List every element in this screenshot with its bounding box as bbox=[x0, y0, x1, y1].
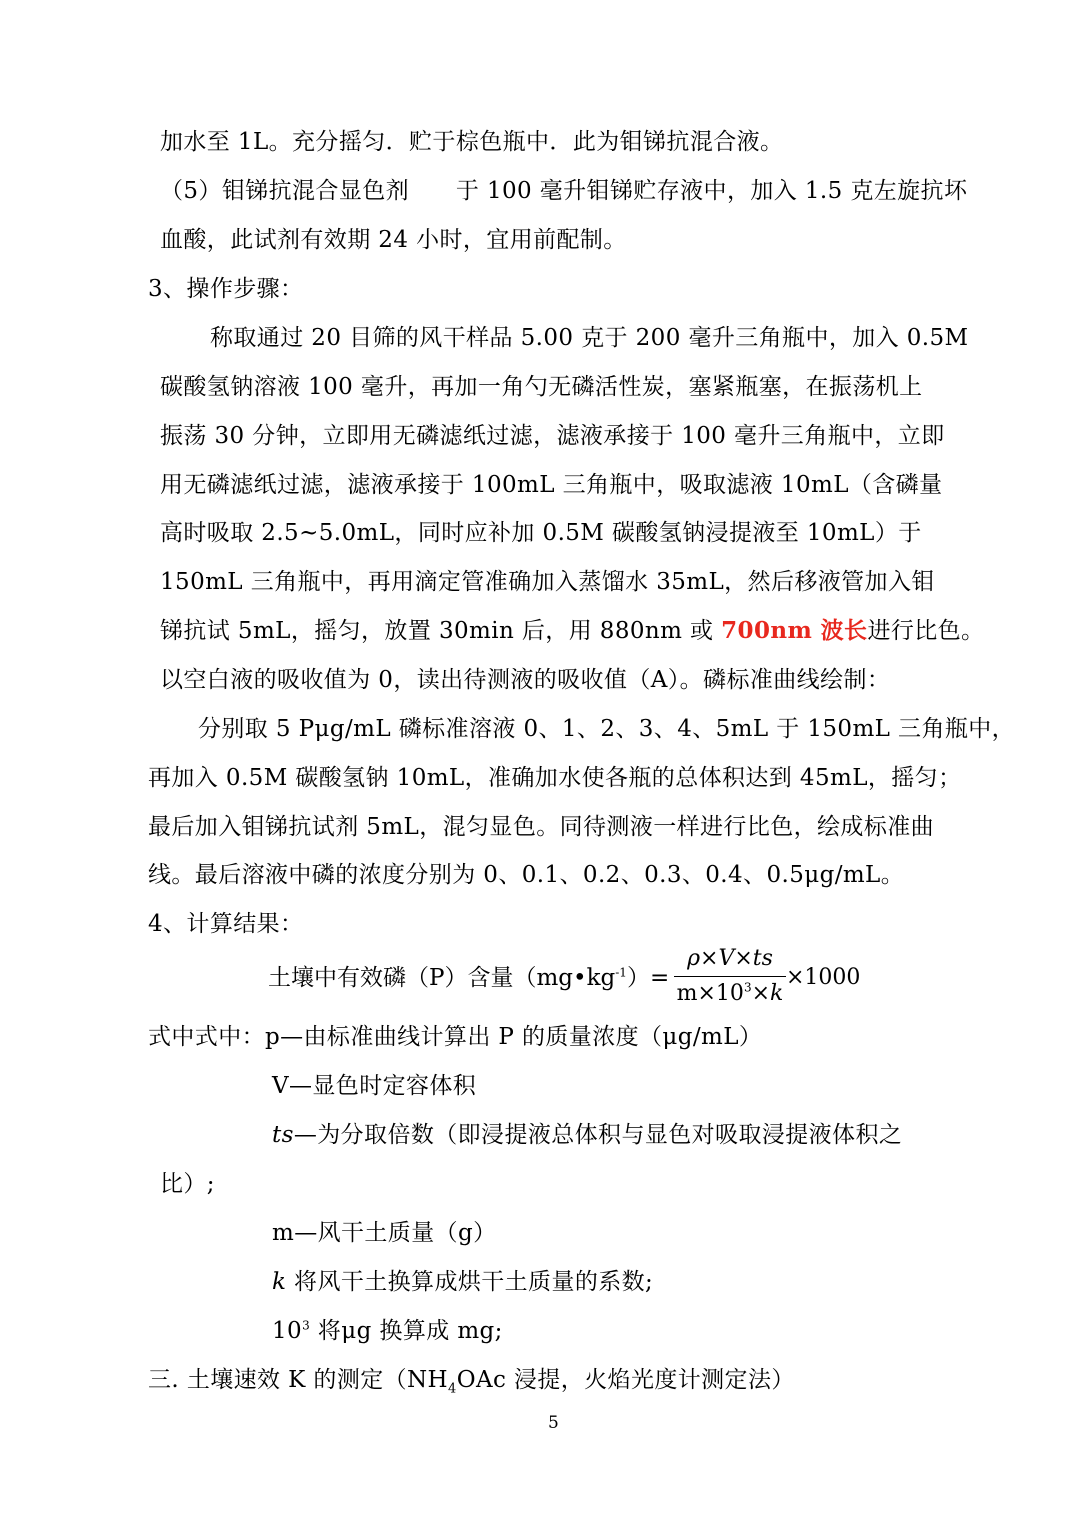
formula-denominator-sup: 3 bbox=[743, 980, 752, 995]
page-number: 5 bbox=[548, 1413, 559, 1433]
text-line-5: 称取通过 20 目筛的风干样品 5.00 克于 200 毫升三角瓶中，加入 0.5M bbox=[210, 325, 969, 351]
text-line-9: 高时吸取 2.5~5.0mL，同时应补加 0.5M 碳酸氢钠浸提液至 10mL）于 bbox=[160, 520, 922, 546]
formula-denominator-a: m×10 bbox=[676, 981, 744, 1006]
text-line-6: 碳酸氢钠溶液 100 毫升，再加一角勺无磷活性炭，塞紧瓶塞，在振荡机上 bbox=[160, 374, 923, 400]
definition-ten-rest: 将μg 换算成 mg; bbox=[310, 1318, 503, 1344]
definition-ten-base: 10 bbox=[272, 1318, 303, 1344]
definition-k-var: k bbox=[272, 1269, 287, 1295]
formula-multiplier: ×1000 bbox=[786, 965, 861, 990]
text-line-7: 振荡 30 分钟，立即用无磷滤纸过滤，滤液承接于 100 毫升三角瓶中，立即 bbox=[160, 423, 945, 449]
text-line-15: 最后加入钼锑抗试剂 5mL，混匀显色。同待测液一样进行比色，绘成标准曲 bbox=[148, 814, 935, 840]
text-line-8: 用无磷滤纸过滤，滤液承接于 100mL 三角瓶中，吸取滤液 10mL（含磷量 bbox=[160, 472, 943, 498]
text-line-14: 再加入 0.5M 碳酸氢钠 10mL，准确加水使各瓶的总体积达到 45mL，摇匀； bbox=[148, 765, 962, 791]
section-heading-calculation: 4、计算结果： bbox=[148, 911, 304, 937]
section3-b: OAc 浸提，火焰光度计测定法） bbox=[456, 1367, 795, 1393]
text-line-13: 分别取 5 Pμg/mL 磷标准溶液 0、1、2、3、4、5mL 于 150mL 三角瓶中， bbox=[198, 716, 1016, 742]
formula-denominator bbox=[674, 979, 786, 1009]
section-heading-procedure: 3、操作步骤： bbox=[148, 276, 304, 302]
section3-sub: 4 bbox=[448, 1381, 457, 1397]
text-line-3: 血酸，此试剂有效期 24 小时，宜用前配制。 bbox=[160, 227, 627, 253]
formula-fraction bbox=[674, 944, 786, 1009]
text-line-1: 加水至 1L。充分摇匀．贮于棕色瓶中．此为钼锑抗混合液。 bbox=[160, 129, 784, 155]
definition-v: V—显色时定容体积 bbox=[272, 1073, 477, 1099]
definition-ts-var: ts bbox=[272, 1122, 294, 1148]
definition-k-rest: 将风干土换算成烘干土质量的系数; bbox=[286, 1269, 654, 1295]
formula-numerator: ρ×V×ts bbox=[687, 946, 773, 971]
section3-a: 三. 土壤速效 K 的测定（NH bbox=[148, 1367, 449, 1393]
highlight-wavelength: 700nm 波长 bbox=[721, 617, 868, 644]
formula-lhs-end: ）= bbox=[626, 965, 670, 991]
formula-lhs-text: 土壤中有效磷（P）含量（mg•kg bbox=[268, 965, 616, 991]
definition-p: 式中式中：p—由标准曲线计算出 P 的质量浓度（μg/mL） bbox=[148, 1024, 763, 1050]
definition-ten-cubed bbox=[272, 1316, 503, 1346]
formula-lhs-sup: -1 bbox=[615, 965, 627, 980]
text-line-11-end: 进行比色。 bbox=[867, 618, 985, 644]
definition-m: m—风干土质量（g） bbox=[272, 1220, 497, 1246]
text-line-11-start: 锑抗试 5mL，摇匀，放置 30min 后，用 880nm 或 bbox=[160, 618, 722, 644]
formula-denominator-b: ×k bbox=[751, 981, 784, 1006]
section-heading-potassium bbox=[148, 1365, 795, 1395]
definition-ts-rest: —为分取倍数（即浸提液总体积与显色对吸取浸提液体积之 bbox=[293, 1122, 903, 1148]
fraction-bar bbox=[674, 976, 786, 977]
text-line-16: 线。最后溶液中磷的浓度分别为 0、0.1、0.2、0.3、0.4、0.5μg/mL。 bbox=[148, 862, 905, 888]
formula-lhs bbox=[268, 963, 669, 993]
text-line-10: 150mL 三角瓶中，再用滴定管准确加入蒸馏水 35mL，然后移液管加入钼 bbox=[160, 569, 935, 595]
text-line-2: （5）钼锑抗混合显色剂 于 100 毫升钼锑贮存液中，加入 1.5 克左旋抗坏 bbox=[160, 178, 968, 204]
definition-k bbox=[272, 1267, 653, 1297]
text-line-11 bbox=[160, 616, 984, 646]
definition-ts bbox=[272, 1120, 902, 1150]
text-line-12: 以空白液的吸收值为 0，读出待测液的吸收值（A）。磷标准曲线绘制： bbox=[160, 667, 891, 693]
definition-ten-sup: 3 bbox=[302, 1318, 311, 1333]
definition-ts-continued: 比）; bbox=[160, 1171, 215, 1197]
